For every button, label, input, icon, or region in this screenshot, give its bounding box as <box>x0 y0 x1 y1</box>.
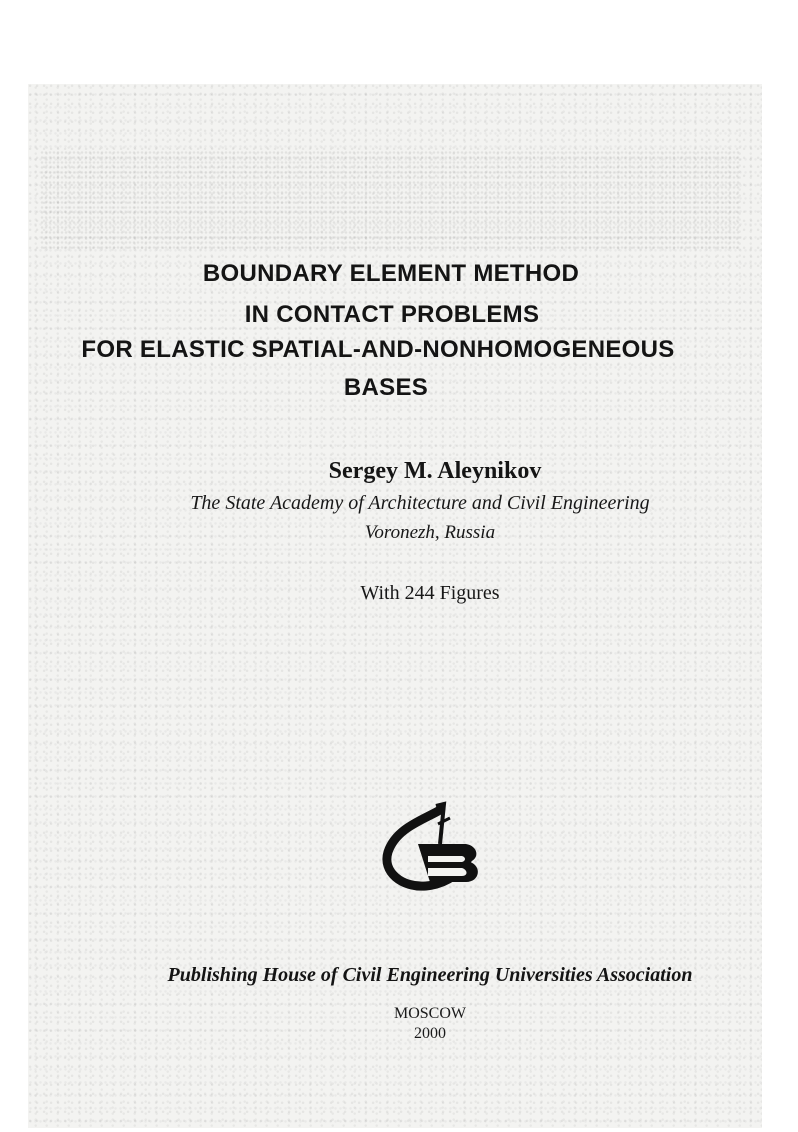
book-title-line-2: IN CONTACT PROBLEMS <box>244 301 540 328</box>
book-title-line-1: BOUNDARY ELEMENT METHOD <box>202 260 580 287</box>
figures-note: With 244 Figures <box>360 582 500 604</box>
author-affiliation: The State Academy of Architecture and Civil Engineering <box>190 492 650 514</box>
publisher-logo-icon <box>378 800 488 895</box>
book-title-line-4: BASES <box>343 374 429 401</box>
author-name: Sergey M. Aleynikov <box>328 458 542 484</box>
publisher-name: Publishing House of Civil Engineering Universities Association <box>167 964 693 986</box>
publication-year: 2000 <box>414 1025 446 1042</box>
bleed-through-texture <box>40 150 740 250</box>
book-title-line-3: FOR ELASTIC SPATIAL-AND-NONHOMOGENEOUS <box>81 336 675 363</box>
author-city: Voronezh, Russia <box>364 522 496 543</box>
publisher-city: MOSCOW <box>393 1005 466 1022</box>
